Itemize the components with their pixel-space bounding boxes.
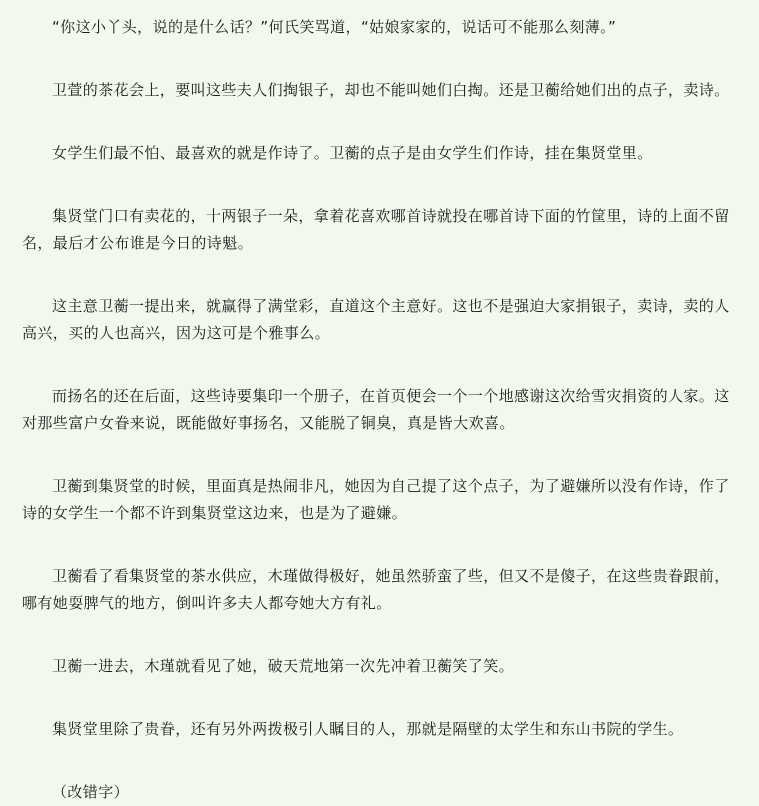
paragraph: 而扬名的还在后面，这些诗要集印一个册子，在首页便会一个一个地感谢这次给雪灾捐资的人家。这对那些富户女眷来说，既能做好事扬名，又能脱了铜臭，真是皆大欢喜。: [22, 387, 730, 432]
paragraph: 这主意卫蘅一提出来，就赢得了满堂彩，直道这个主意好。这也不是强迫大家捐银子，卖诗，卖的人高兴，买的人也高兴，因为这可是个雅事么。: [22, 297, 730, 342]
paragraph: 集贤堂里除了贵眷，还有另外两拨极引人瞩目的人，那就是隔壁的太学生和东山书院的学生。: [52, 720, 684, 738]
paragraph: 卫萱的茶花会上，要叫这些夫人们掏银子，却也不能叫她们白掏。还是卫蘅给她们出的点子，卖诗。: [52, 81, 730, 99]
paragraph: 卫蘅一进去，木瑾就看见了她，破天荒地第一次先冲着卫蘅笑了笑。: [52, 657, 515, 675]
paragraph: 卫蘅到集贤堂的时候，里面真是热闹非凡，她因为自己提了这个点子，为了避嫌所以没有作诗，作了诗的女学生一个都不许到集贤堂这边来，也是为了避嫌。: [22, 477, 730, 522]
paragraph: 女学生们最不怕、最喜欢的就是作诗了。卫蘅的点子是由女学生们作诗，挂在集贤堂里。: [52, 144, 653, 162]
paragraph: 集贤堂门口有卖花的，十两银子一朵，拿着花喜欢哪首诗就投在哪首诗下面的竹筐里，诗的上面不留名，最后才公布谁是今日的诗魁。: [22, 207, 730, 252]
paragraph: “你这小丫头，说的是什么话？”何氏笑骂道，“姑娘家家的，说话可不能那么刻薄。”: [52, 18, 617, 36]
correction-note: （改错字）: [52, 783, 130, 801]
paragraph: 卫蘅看了看集贤堂的茶水供应，木瑾做得极好，她虽然骄蛮了些，但又不是傻子，在这些贵眷跟前，哪有她耍脾气的地方，倒叫许多夫人都夸她大方有礼。: [22, 567, 730, 612]
